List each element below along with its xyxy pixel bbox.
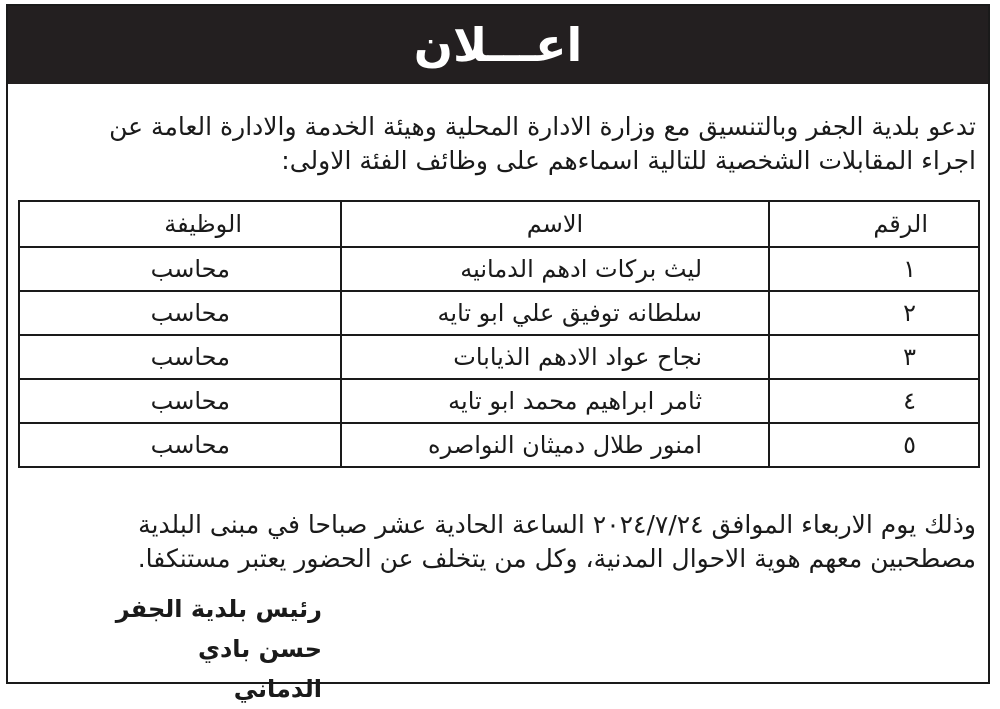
table-row [19, 247, 979, 291]
row-name: ثامر ابراهيم محمد ابو تايه [341, 379, 769, 423]
header-number: الرقم [769, 201, 979, 247]
announcement-frame [6, 4, 990, 703]
row-job: محاسب [19, 379, 341, 423]
signature-position: رئيس بلدية الجفر [115, 595, 322, 623]
row-number: ٥ [769, 423, 979, 467]
announcement-header [8, 6, 988, 84]
row-name: امنور طلال دميثان النواصره [341, 423, 769, 467]
row-number: ٣ [769, 335, 979, 379]
intro-line-1: تدعو بلدية الجفر وبالتنسيق مع وزارة الادارة المحلية وهيئة الخدمة والادارة العامة عن [109, 112, 976, 141]
candidates-table [18, 200, 980, 468]
row-name: سلطانه توفيق علي ابو تايه [341, 291, 769, 335]
table-row [19, 423, 979, 467]
row-job: محاسب [19, 247, 341, 291]
row-name: ليث بركات ادهم الدمانيه [341, 247, 769, 291]
table-row [19, 291, 979, 335]
row-job: محاسب [19, 335, 341, 379]
outro-paragraph [16, 508, 976, 576]
table-row [19, 379, 979, 423]
signature-name: حسن بادي الدماني [197, 635, 322, 703]
signature-block [22, 589, 322, 709]
outro-line-2: مصطحبين معهم هوية الاحوال المدنية، وكل من يتخلف عن الحضور يعتبر مستنكفا. [137, 544, 976, 573]
row-job: محاسب [19, 291, 341, 335]
row-name: نجاح عواد الادهم الذيابات [341, 335, 769, 379]
row-job: محاسب [19, 423, 341, 467]
header-job: الوظيفة [19, 201, 341, 247]
header-name: الاسم [341, 201, 769, 247]
announcement-title: اعـــلان [413, 18, 583, 72]
outro-line-1: وذلك يوم الاربعاء الموافق ٢٠٢٤/٧/٢٤ الساعة الحادية عشر صباحا في مبنى البلدية [138, 510, 976, 539]
intro-line-2: اجراء المقابلات الشخصية للتالية اسماءهم على وظائف الفئة الاولى: [281, 146, 976, 175]
row-number: ١ [769, 247, 979, 291]
table-row [19, 335, 979, 379]
intro-paragraph [16, 110, 976, 178]
table-header-row [19, 201, 979, 247]
candidates-table-wrap [18, 200, 978, 468]
row-number: ٢ [769, 291, 979, 335]
row-number: ٤ [769, 379, 979, 423]
